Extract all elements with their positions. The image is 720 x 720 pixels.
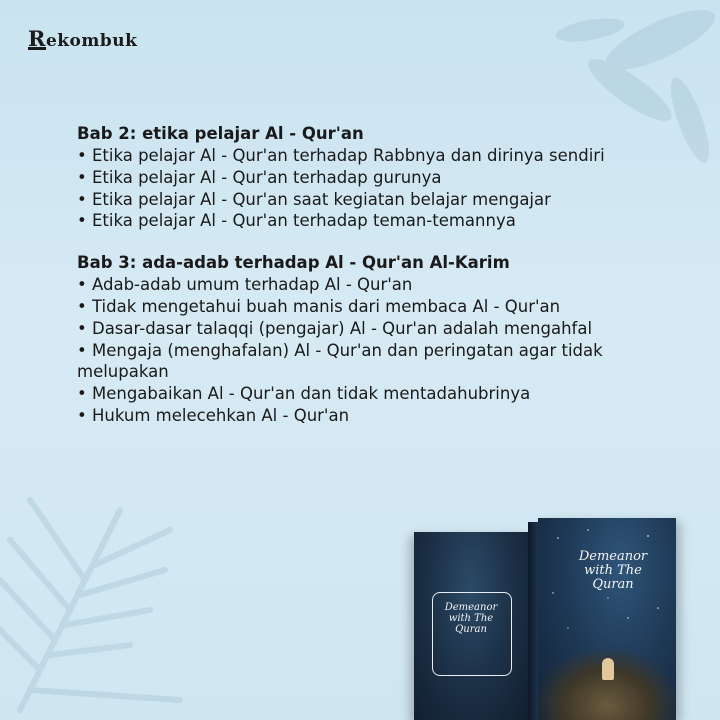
chapter-items [77, 145, 677, 232]
figure-silhouette [602, 658, 614, 680]
chapter-items [77, 274, 677, 427]
brand-logo [28, 26, 138, 51]
front-cover-title [556, 550, 670, 592]
logo-initial: R [28, 26, 46, 51]
chapter-2 [77, 123, 677, 232]
front-title-line-2: with The [584, 563, 642, 578]
list-item: • Etika pelajar Al - Qur'an terhadap teman-temannya [77, 210, 677, 232]
chapter-3 [77, 252, 677, 427]
list-item: • Etika pelajar Al - Qur'an terhadap gurunya [77, 167, 677, 189]
back-title-line-2: with The [448, 613, 494, 624]
back-title-line-3: Quran [455, 624, 487, 635]
chapter-title: Bab 2: etika pelajar Al - Qur'an [77, 124, 364, 143]
book-spine [528, 522, 538, 720]
logo-text: ekombuk [45, 31, 138, 51]
list-item: • Etika pelajar Al - Qur'an saat kegiatan belajar mengajar [77, 189, 677, 211]
book-mockup [410, 512, 680, 720]
front-title-line-3: Quran [592, 577, 634, 592]
back-title-line-1: Demeanor [444, 602, 498, 613]
book-front-cover [538, 518, 676, 720]
list-item: • Adab-adab umum terhadap Al - Qur'an [77, 274, 677, 296]
list-item: • Mengaja (menghafalan) Al - Qur'an dan peringatan agar tidak melupakan [77, 340, 677, 384]
list-item: • Hukum melecehkan Al - Qur'an [77, 405, 677, 427]
table-of-contents [77, 123, 677, 447]
back-cover-title [414, 602, 528, 635]
book-back-cover [414, 532, 528, 720]
chapter-title: Bab 3: ada-adab terhadap Al - Qur'an Al-Karim [77, 253, 510, 273]
list-item: • Tidak mengetahui buah manis dari membaca Al - Qur'an [77, 296, 677, 318]
front-title-line-1: Demeanor [578, 549, 648, 564]
list-item: • Etika pelajar Al - Qur'an terhadap Rabbnya dan dirinya sendiri [77, 145, 677, 167]
list-item: • Dasar-dasar talaqqi (pengajar) Al - Qur'an adalah mengahfal [77, 318, 677, 340]
list-item: • Mengabaikan Al - Qur'an dan tidak mentadahubrinya [77, 383, 677, 405]
